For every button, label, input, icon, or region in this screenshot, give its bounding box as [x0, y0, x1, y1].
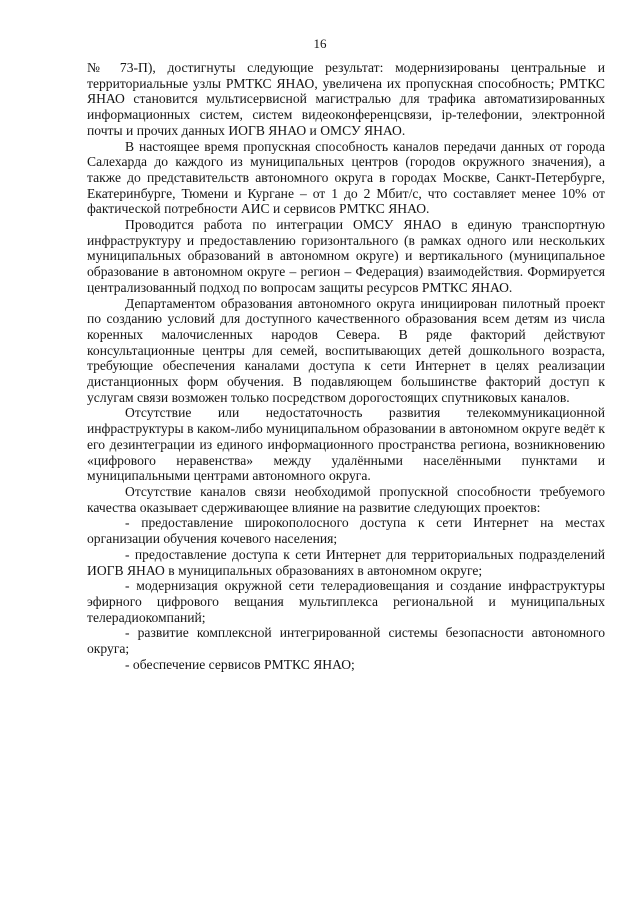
paragraph-results: № 73-П), достигнуты следующие результат: модернизированы центральные и территориальные узлы РМТКС ЯНАО, увеличена их пропускная способность; РМТКС ЯНАО становится мультисервисной магистралью для трафика автоматизированных информационных систем, систем видеоконференцсвязи, ip-телефонии, электронной почты и прочих данных ИОГВ ЯНАО и ОМСУ ЯНАО.	[87, 60, 605, 138]
list-item-broadband-nomadic: - предоставление широкополосного доступа к сети Интернет на местах организации обучения кочевого населения;	[87, 515, 605, 547]
list-item-security-system: - развитие комплексной интегрированной системы безопасности автономного округа;	[87, 625, 605, 657]
paragraph-projects-intro: Отсутствие каналов связи необходимой пропускной способности требуемого качества оказывает сдерживающее влияние на развитие следующих проектов:	[87, 483, 605, 515]
paragraph-digital-divide: Отсутствие или недостаточность развития телекоммуникационной инфраструктуры в каком-либо муниципальном образовании в автономном округе ведёт к его дезинтеграции из единого информационного пространства региона, возникновению «цифрового неравенства» между удалёнными населёнными пунктами и муниципальными центрами автономного округа.	[87, 405, 605, 484]
page-number: 16	[313, 36, 327, 51]
paragraph-bandwidth: В настоящее время пропускная способность каналов передачи данных от города Салехарда до каждого из муниципальных центров (городов окружного значения), а также до представительств автономного округа в городах Москве, Санкт-Петербурге, Екатеринбурге, Тюмени и Кургане – от 1 до 2 Мбит/с, что составляет менее 10% от фактической потребности АИС и сервисов РМТКС ЯНАО.	[87, 138, 605, 217]
list-item-broadcasting: - модернизация окружной сети телерадиовещания и создание инфраструктуры эфирного цифрового вещания мультиплекса региональной и муниципальных телерадиокомпаний;	[87, 578, 605, 625]
list-item-rmtks-services: - обеспечение сервисов РМТКС ЯНАО;	[125, 656, 355, 672]
list-item-internet-iogv: - предоставление доступа к сети Интернет для территориальных подразделений ИОГВ ЯНАО в муниципальных образованиях в автономном округе;	[87, 546, 605, 578]
paragraph-integration: Проводится работа по интеграции ОМСУ ЯНАО в единую транспортную инфраструктуру и предоставлению горизонтального (в рамках одного или нескольких муниципальных образований в автономном округе) и вертикального (муниципальное образование в автономном округе – регион – Федерация) взаимодействия. Формируется централизованный подход по вопросам защиты ресурсов РМТКС ЯНАО.	[87, 217, 605, 295]
paragraph-education-pilot: Департаментом образования автономного округа инициирован пилотный проект по созданию условий для доступного качественного образования всем детям из числа коренных малочисленных народов Севера. В ряде факторий действуют консультационные центры для семей, воспитывающих детей дошкольного возраста, требующие обеспечения каналами доступа к сети Интернет в целях реализации дистанционных форм обучения. В подавляющем большинстве факторий доступ к услугам связи возможен только посредством дорогостоящих спутниковых каналов.	[87, 295, 605, 405]
body-text	[87, 60, 605, 672]
